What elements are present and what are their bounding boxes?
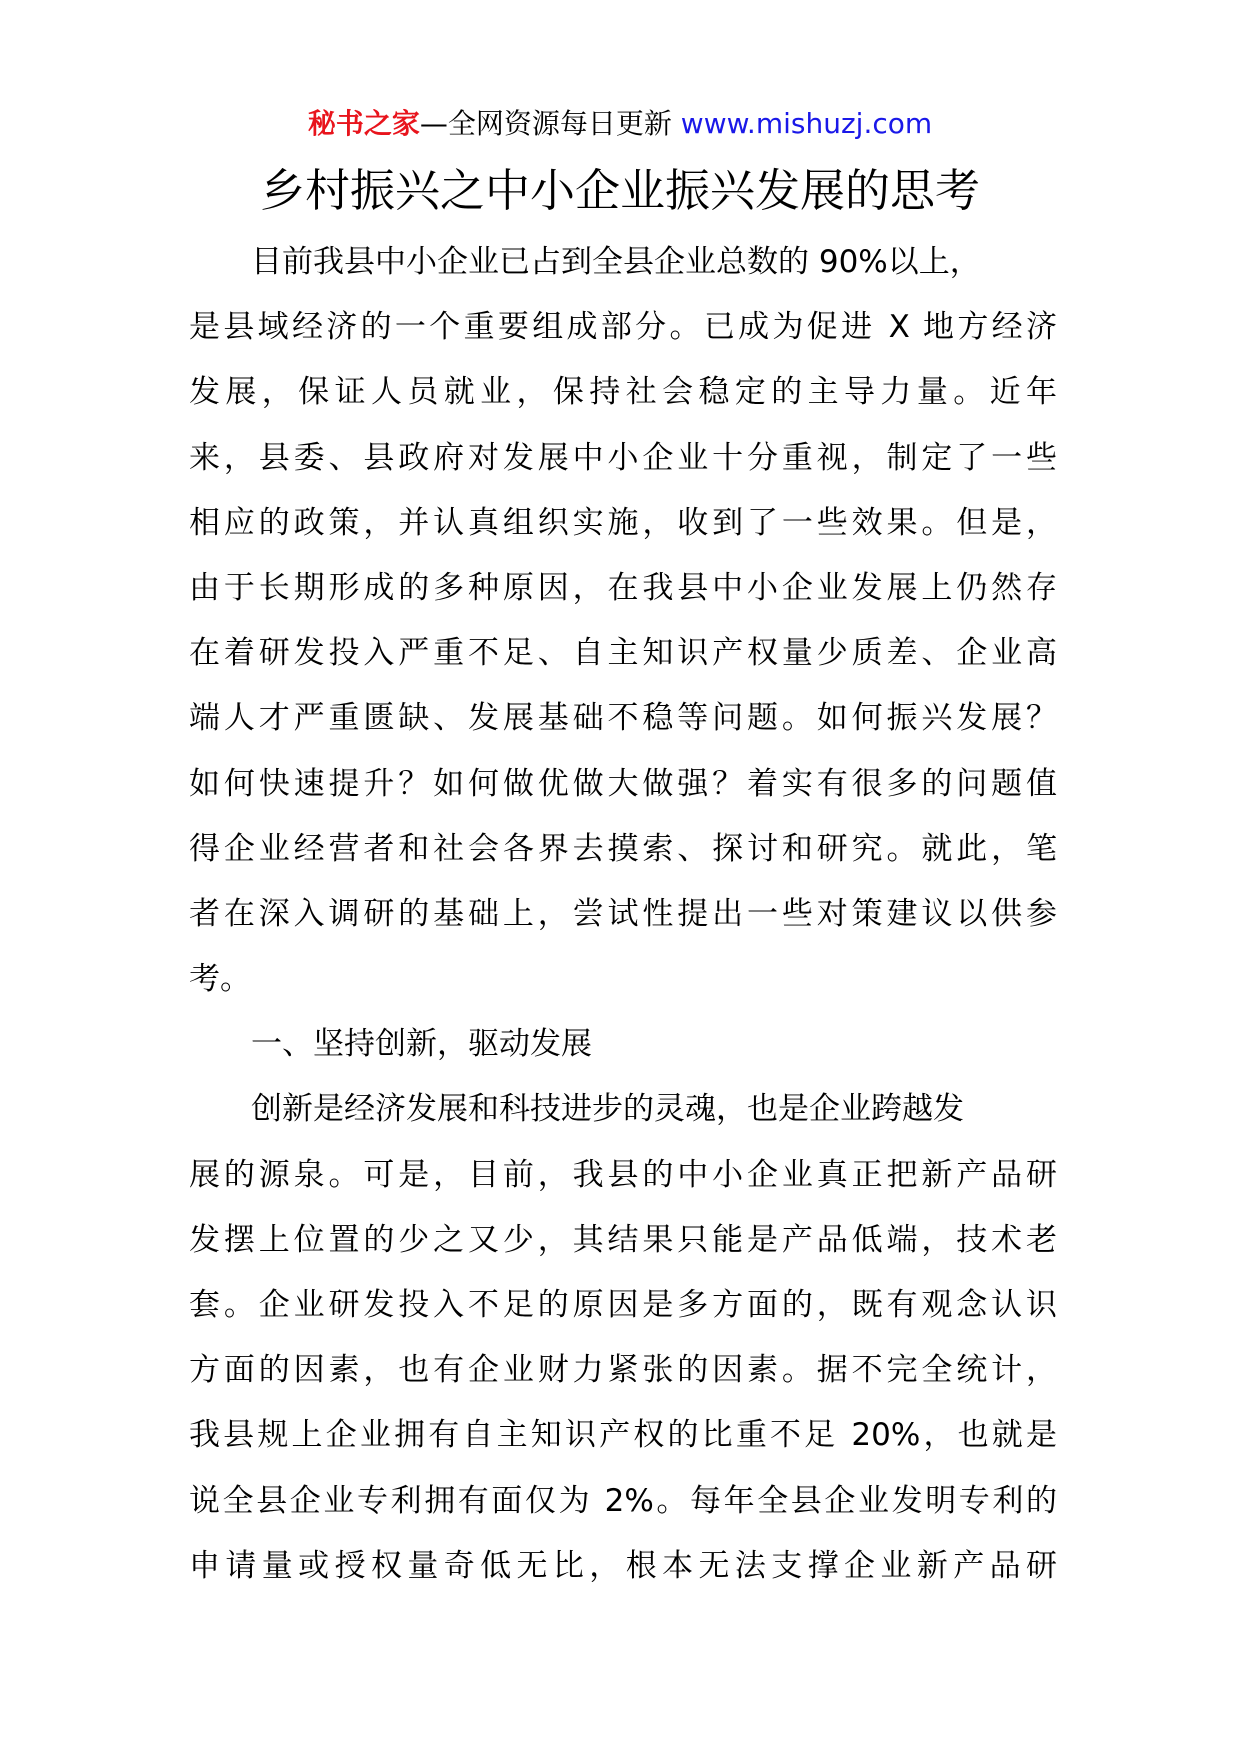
paragraph-line: 如何快速提升？如何做优做大做强？着实有很多的问题值 xyxy=(189,765,1057,802)
site-brand: 秘书之家 xyxy=(307,107,420,140)
paragraph-line: 得企业经营者和社会各界去摸索、探讨和研究。就此，笔 xyxy=(189,830,1057,867)
paragraph-line: 申请量或授权量奇低无比，根本无法支撑企业新产品研 xyxy=(189,1547,1057,1584)
paragraph-line: 套。企业研发投入不足的原因是多方面的，既有观念认识 xyxy=(189,1287,1057,1323)
paragraph-line: 来，县委、县政府对发展中小企业十分重视，制定了一些 xyxy=(189,439,1057,476)
document-title: 乡村振兴之中小企业振兴发展的思考 xyxy=(259,164,980,217)
paragraph-line: 目前我县中小企业已占到全县企业总数的 90%以上， xyxy=(251,244,981,280)
section-heading: 一、坚持创新，驱动发展 xyxy=(251,1026,592,1063)
paragraph-line: 发摆上位置的少之又少，其结果只能是产品低端，技术老 xyxy=(189,1221,1057,1258)
site-header xyxy=(0,104,1240,144)
paragraph-line: 展的源泉。可是，目前，我县的中小企业真正把新产品研 xyxy=(189,1156,1057,1193)
site-tagline: —全网资源每日更新 xyxy=(419,107,672,140)
paragraph-line: 考。 xyxy=(189,961,251,998)
site-url-link[interactable]: www.mishuzj.com xyxy=(680,107,933,140)
document-body xyxy=(189,230,1057,1599)
paragraph-line: 我县规上企业拥有自主知识产权的比重不足 20%，也就是 xyxy=(189,1417,1057,1454)
paragraph-line: 端人才严重匮缺、发展基础不稳等问题。如何振兴发展？ xyxy=(189,700,1057,737)
paragraph-line: 说全县企业专利拥有面仅为 2%。每年全县企业发明专利的 xyxy=(189,1482,1057,1519)
paragraph-line: 者在深入调研的基础上，尝试性提出一些对策建议以供参 xyxy=(189,895,1057,932)
paragraph-line: 是县域经济的一个重要组成部分。已成为促进 X 地方经济 xyxy=(189,309,1057,346)
paragraph-line: 由于长期形成的多种原因，在我县中小企业发展上仍然存 xyxy=(189,569,1057,606)
paragraph-line: 创新是经济发展和科技进步的灵魂，也是企业跨越发 xyxy=(251,1091,964,1128)
paragraph-line: 相应的政策，并认真组织实施，收到了一些效果。但是， xyxy=(189,504,1057,541)
paragraph-line: 方面的因素，也有企业财力紧张的因素。据不完全统计， xyxy=(189,1352,1057,1389)
paragraph-line: 发展，保证人员就业，保持社会稳定的主导力量。近年 xyxy=(189,374,1057,411)
paragraph-line: 在着研发投入严重不足、自主知识产权量少质差、企业高 xyxy=(189,635,1057,672)
